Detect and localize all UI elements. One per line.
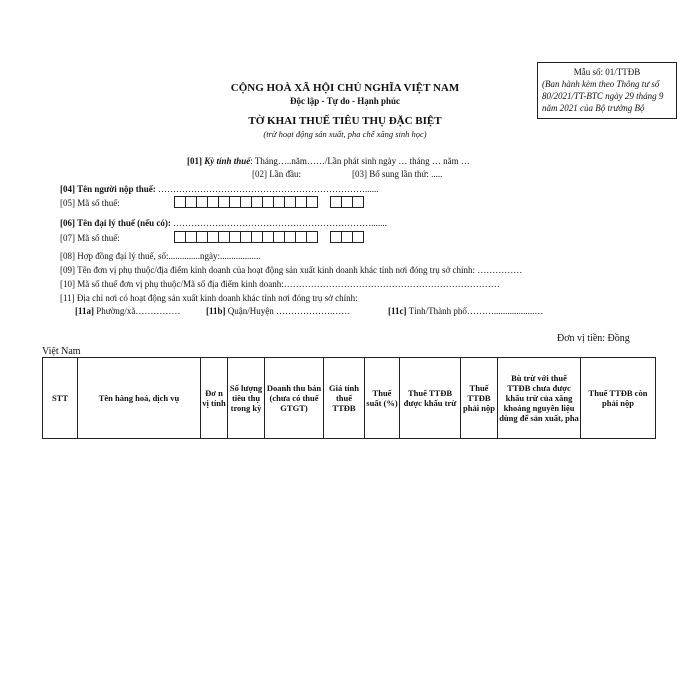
tax-code-input-main[interactable] xyxy=(175,196,318,208)
table-header-row xyxy=(43,358,656,439)
col-item-name: Tên hàng hoá, dịch vụ xyxy=(78,358,201,439)
col-unit: Đơ n vị tính xyxy=(201,358,228,439)
country-name: CỘNG HOÀ XÃ HỘI CHỦ NGHĨA VIỆT NAM xyxy=(230,82,460,94)
field-10-dependent-tax-code: [10] Mã số thuế đơn vị phụ thuộc/Mã số địa điểm kinh doanh:……………………………………………………………… xyxy=(60,279,500,289)
field-11c-province: [11c] Tỉnh/Thành phố………..................… xyxy=(388,306,544,316)
field-08-agent-contract: [08] Hợp đồng đại lý thuế, số:..............ngày:.................. xyxy=(60,251,261,261)
col-tax-payable: Thuế TTĐB phải nộp xyxy=(461,358,498,439)
currency-unit-cont: Việt Nam xyxy=(42,346,81,357)
national-motto: Độc lập - Tự do - Hạnh phúc xyxy=(289,96,400,106)
agent-tax-code-input-suffix[interactable] xyxy=(331,231,364,243)
field-06-tax-agent-name: [06] Tên đại lý thuế (nếu có): …………………………………………………………....... xyxy=(60,218,387,228)
tax-declaration-table xyxy=(42,357,656,439)
form-code: Mẫu số: 01/TTĐB xyxy=(573,67,641,77)
form-legal-note: (Ban hành kèm theo Thông tư số 80/2021/TT-BTC ngày 29 tháng 9 năm 2021 của Bộ trưởng Bộ xyxy=(542,79,664,113)
field-11a-ward: [11a] Phường/xã…………… xyxy=(75,306,181,316)
form-number-box xyxy=(537,62,677,119)
field-11-business-address: [11] Địa chỉ nơi có hoạt động sản xuất kinh doanh khác tỉnh nơi đóng trụ sở chính: xyxy=(60,293,358,303)
col-deductible-tax: Thuế TTĐB được khấu trừ xyxy=(400,358,461,439)
agent-tax-code-input-main[interactable] xyxy=(175,231,318,243)
field-04-taxpayer-name: [04] Tên người nộp thuế: ……………………………………………………………...... xyxy=(60,184,379,194)
col-offset: Bù trừ với thuế TTĐB chưa được khấu trừ của xăng khoáng nguyên liệu dùng để sản xuất, pha xyxy=(498,358,581,439)
field-09-dependent-unit: [09] Tên đơn vị phụ thuộc/địa điểm kinh doanh của hoạt động sản xuất kinh doanh khác tỉnh nơi đóng trụ sở chính: …………… xyxy=(60,265,523,275)
col-quantity: Số lượng tiêu thụ trong kỳ xyxy=(228,358,265,439)
currency-unit: Đơn vị tiền: Đồng xyxy=(557,333,630,344)
field-02-first-time: [02] Lần đầu: xyxy=(252,169,301,179)
field-07-agent-tax-code-label: [07] Mã số thuế: xyxy=(60,233,120,243)
col-taxable-price: Giá tính thuế TTĐB xyxy=(324,358,365,439)
document-title: TỜ KHAI THUẾ TIÊU THỤ ĐẶC BIỆT xyxy=(248,115,442,127)
col-tax-rate: Thuế suất (%) xyxy=(365,358,400,439)
field-03-supplement: [03] Bổ sung lần thứ: ..... xyxy=(352,169,443,179)
document-subtitle: (trừ hoạt động sản xuất, pha chế xăng sinh học) xyxy=(263,129,427,139)
tax-code-input-suffix[interactable] xyxy=(331,196,364,208)
col-stt: STT xyxy=(43,358,78,439)
col-remaining-tax: Thuế TTĐB còn phải nộp xyxy=(581,358,656,439)
field-01-tax-period: [01] Kỳ tính thuế: Tháng…..năm……/Lần phát sinh ngày … tháng … năm … xyxy=(187,156,470,166)
col-revenue: Doanh thu bán (chưa có thuế GTGT) xyxy=(265,358,324,439)
field-11b-district: [11b] Quận/Huyện ……………….…… xyxy=(206,306,351,316)
field-05-tax-code-label: [05] Mã số thuế: xyxy=(60,198,120,208)
